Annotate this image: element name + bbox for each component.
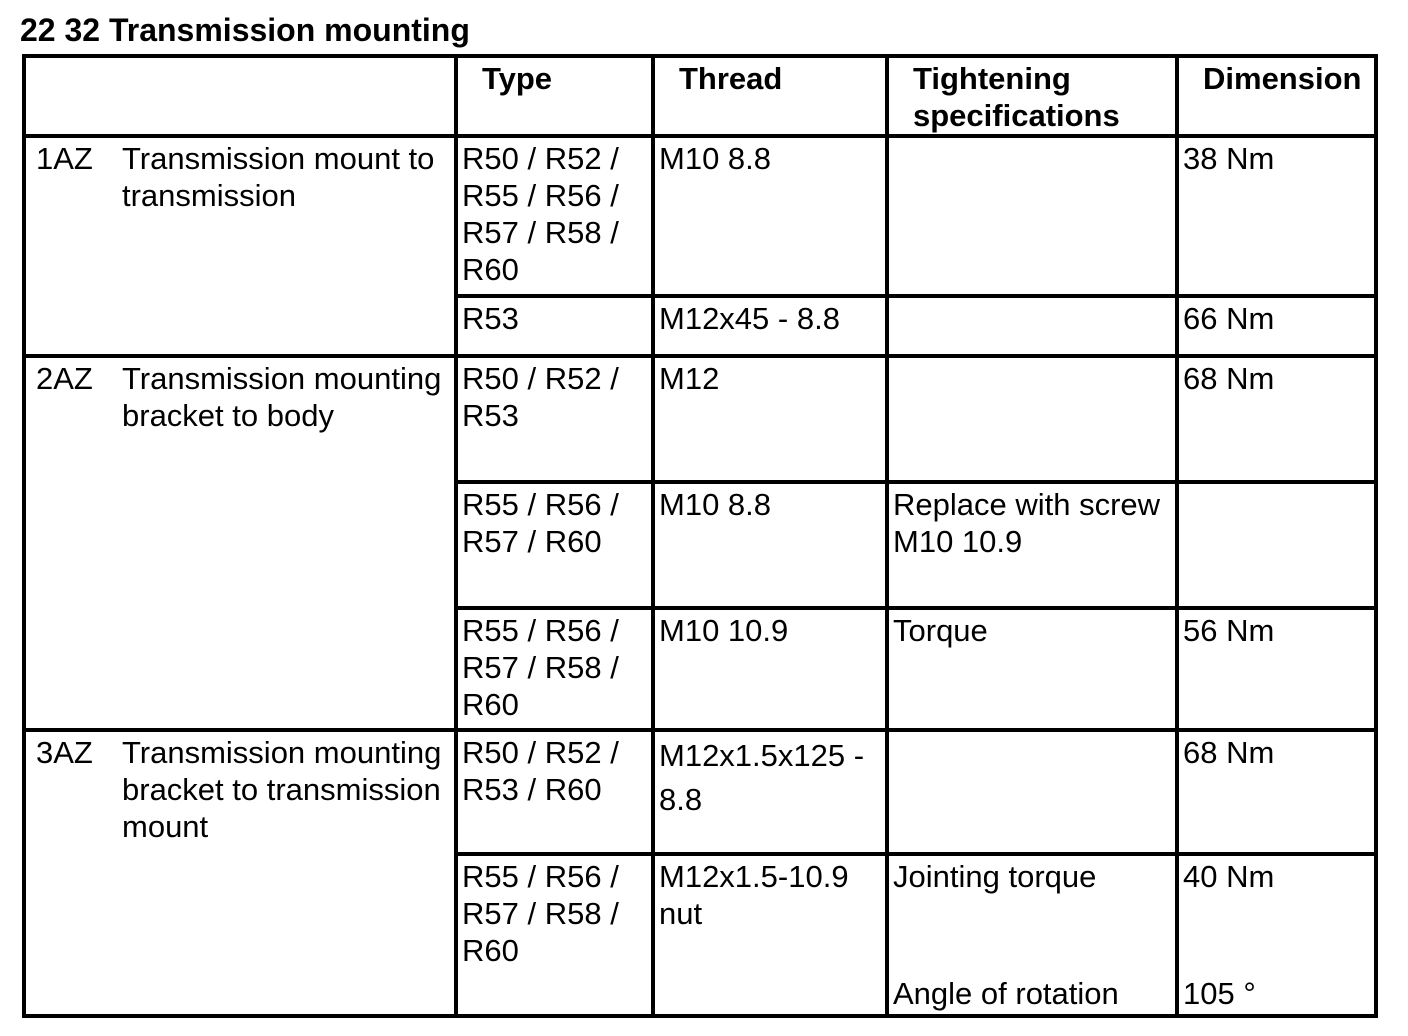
transmission-mounting-table bbox=[22, 54, 1378, 1018]
type-cell: R50 / R52 / R53 bbox=[456, 356, 653, 482]
header-type: Type bbox=[456, 56, 653, 136]
dimension-secondary: 105 ° bbox=[1183, 976, 1256, 1011]
group-code: 1AZ bbox=[36, 141, 93, 176]
group-description: Transmission mount to transmission bbox=[122, 141, 435, 213]
group-description: Transmission mounting bracket to transmission mount bbox=[122, 735, 442, 844]
header-thread: Thread bbox=[653, 56, 887, 136]
table-row bbox=[24, 356, 1376, 482]
tightening-cell bbox=[887, 730, 1177, 854]
dimension-cell: 68 Nm bbox=[1177, 730, 1376, 854]
type-cell: R53 bbox=[456, 296, 653, 356]
group-label-cell bbox=[24, 356, 456, 730]
dimension-cell: 56 Nm bbox=[1177, 608, 1376, 730]
type-cell: R55 / R56 / R57 / R58 / R60 bbox=[456, 854, 653, 1016]
group-code: 2AZ bbox=[36, 361, 93, 396]
group-label-cell bbox=[24, 136, 456, 356]
thread-cell: M12x1.5x125 - 8.8 bbox=[653, 730, 887, 854]
tightening-cell: Torque bbox=[887, 608, 1177, 730]
thread-cell: M12x1.5-10.9 nut bbox=[653, 854, 887, 1016]
type-cell: R50 / R52 / R55 / R56 / R57 / R58 / R60 bbox=[456, 136, 653, 296]
tightening-cell bbox=[887, 356, 1177, 482]
thread-cell: M10 8.8 bbox=[653, 136, 887, 296]
dimension-cell bbox=[1177, 482, 1376, 608]
dimension-primary: 40 Nm bbox=[1183, 859, 1275, 894]
group-code: 3AZ bbox=[36, 735, 93, 770]
dimension-cell bbox=[1177, 854, 1376, 1016]
header-component bbox=[24, 56, 456, 136]
thread-cell: M10 10.9 bbox=[653, 608, 887, 730]
thread-cell: M12 bbox=[653, 356, 887, 482]
table-row bbox=[24, 136, 1376, 296]
dimension-cell: 66 Nm bbox=[1177, 296, 1376, 356]
type-cell: R55 / R56 / R57 / R60 bbox=[456, 482, 653, 608]
tightening-cell bbox=[887, 854, 1177, 1016]
tightening-cell bbox=[887, 136, 1177, 296]
type-cell: R55 / R56 / R57 / R58 / R60 bbox=[456, 608, 653, 730]
header-tightening-specifications: Tightening specifications bbox=[887, 56, 1177, 136]
dimension-cell: 38 Nm bbox=[1177, 136, 1376, 296]
group-description: Transmission mounting bracket to body bbox=[122, 361, 442, 433]
group-label-cell bbox=[24, 730, 456, 1016]
dimension-cell: 68 Nm bbox=[1177, 356, 1376, 482]
thread-cell: M12x45 - 8.8 bbox=[653, 296, 887, 356]
tightening-primary: Jointing torque bbox=[893, 859, 1097, 894]
thread-cell: M10 8.8 bbox=[653, 482, 887, 608]
tightening-cell: Replace with screw M10 10.9 bbox=[887, 482, 1177, 608]
table-header-row bbox=[24, 56, 1376, 136]
header-dimension: Dimension bbox=[1177, 56, 1376, 136]
type-cell: R50 / R52 / R53 / R60 bbox=[456, 730, 653, 854]
table-row bbox=[24, 730, 1376, 854]
document-title: 22 32 Transmission mounting bbox=[20, 12, 470, 48]
tightening-cell bbox=[887, 296, 1177, 356]
tightening-secondary: Angle of rotation bbox=[893, 976, 1119, 1011]
